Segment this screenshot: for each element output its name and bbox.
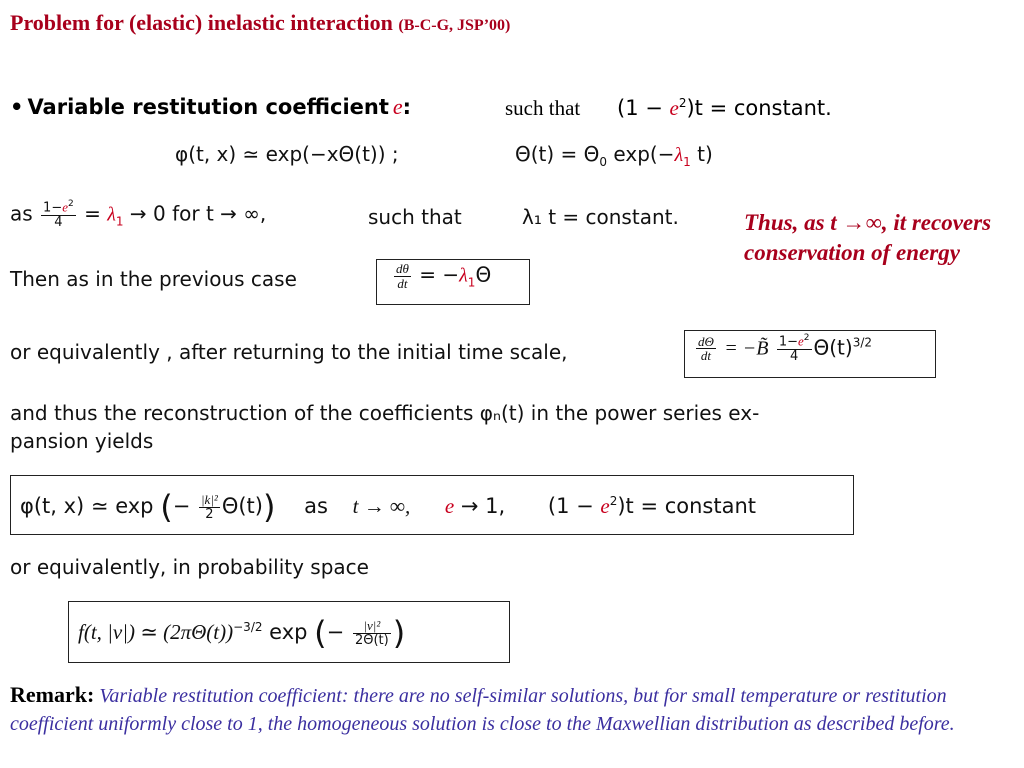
as-lambda-sub: 1 [115, 214, 124, 229]
then-lambda-sub: 1 [467, 275, 476, 290]
as-fraction: $\frac{1-e^2}{4}$ [43, 199, 74, 230]
remark [10, 681, 1022, 738]
bullet-line [10, 94, 411, 120]
prob-frac-num: |v|² [353, 619, 391, 634]
asymptotic-equation: φ(t, x) ≃ exp (− $\frac{\text{|k|²}}{2}$ Θ(t)) as t → ∞, e → 1, $(1 - e^2)t$ = constant [20, 488, 757, 526]
asym-lhs: φ(t, x) ≃ exp [20, 494, 154, 518]
asym-cond-prefix: (1 − [547, 494, 601, 518]
then-fraction [394, 262, 411, 290]
remark-label: Remark: [10, 682, 95, 707]
then-text: Then as in the previous case [10, 267, 297, 291]
reconstruction-paragraph [10, 399, 759, 455]
theta-equation [515, 142, 713, 169]
prob-lhs: f(t, |v|) ≃ (2πΘ(t)) [78, 620, 234, 644]
as-limit: → 0 for t → ∞, [123, 201, 267, 226]
equiv-f2-den: 4 [790, 348, 799, 364]
slide-title [10, 10, 510, 36]
then-frac-num: dθ [396, 261, 409, 276]
phi-equation: φ(t, x) ≃ exp(−xΘ(t)) ; [175, 142, 399, 166]
prob-exp: −3/2 [233, 620, 263, 634]
asym-limit: t → ∞, [352, 494, 411, 518]
theta-lambda: λ [674, 144, 684, 166]
bullet-symbol: • [10, 95, 24, 119]
then-rhs-prefix: = − [419, 262, 460, 287]
as-such-that: such that [368, 205, 462, 229]
asym-frac-den: 2 [205, 506, 214, 522]
as-equals: = [84, 201, 108, 226]
side-note-line1: Thus, as t →∞, it recovers [744, 210, 992, 235]
condition-var: e [669, 96, 679, 120]
prob-fraction [353, 619, 391, 647]
then-rhs-suffix: Θ [475, 262, 492, 287]
as-lambda: λ [107, 203, 116, 226]
asym-e-limit: → 1, [454, 494, 506, 518]
equiv-f2-var: e [798, 333, 804, 349]
theta-prefix: Θ(t) = Θ [515, 142, 600, 166]
lambda-constant: λ₁ t = constant. [522, 205, 679, 229]
remark-body: Variable restitution coefficient: there are no self-similar solutions, but for small temperature or restitution coefficient uniformly close to 1, the homogeneous solution is close to the Maxwellian distribution as described before. [10, 685, 955, 735]
condition-suffix: )t = constant. [686, 96, 832, 120]
as-frac-den: 4 [54, 214, 63, 230]
bullet-variable: e [392, 94, 403, 119]
equiv-fraction [696, 335, 716, 363]
asym-theta: Θ(t) [221, 494, 263, 518]
equiv-f2-num: 1− [778, 334, 798, 350]
restitution-condition: $(1 - e^2)t$ = constant. [617, 96, 832, 120]
asym-cond-suffix: )t = constant [617, 494, 757, 518]
bullet-label: Variable restitution coefficient [27, 95, 389, 119]
reconstruction-line2: pansion yields [10, 429, 154, 453]
theta-sub: 0 [599, 155, 608, 169]
equiv-tail-exp: 3/2 [852, 335, 873, 350]
as-line [10, 200, 266, 230]
then-frac-den: dt [397, 275, 408, 291]
such-that-label: such that [505, 96, 581, 120]
prob-frac-den: 2Θ(t) [354, 632, 389, 648]
condition-prefix: (1 − [617, 96, 670, 120]
asym-paren-close: ) [262, 488, 276, 526]
then-equation [392, 262, 491, 290]
side-note-line2: conservation of energy [744, 240, 960, 265]
equiv-text: or equivalently , after returning to the initial time scale, [10, 340, 568, 364]
asym-e: e [444, 494, 455, 518]
theta-suffix: t) [690, 142, 713, 166]
asym-minus: − [172, 494, 191, 518]
prob-minus: − [326, 620, 345, 644]
as-word: as [10, 201, 33, 226]
prob-paren-open: ( [314, 614, 327, 652]
probability-text: or equivalently, in probability space [10, 555, 369, 579]
then-lambda: λ [459, 264, 468, 287]
title-reference: (B-C-G, JSP’00) [398, 17, 511, 34]
asym-cond-var: e [600, 494, 610, 518]
as-frac-num: 1− [43, 200, 63, 216]
as-frac-var: e [62, 199, 68, 215]
equiv-frac-den: dt [700, 348, 711, 364]
equiv-frac-num: dΘ [698, 333, 714, 349]
asym-fraction [199, 493, 220, 521]
asym-as: as [304, 494, 328, 518]
reconstruction-line1: and thus the reconstruction of the coefficients φₙ(t) in the power series ex- [10, 401, 760, 425]
side-note [744, 208, 991, 268]
equiv-tail: Θ(t) [813, 335, 853, 360]
theta-mid: exp(− [607, 142, 675, 166]
equiv-fraction-2: $\frac{1-e^2}{4}$ [778, 333, 810, 364]
bullet-colon: : [402, 95, 412, 119]
asym-frac-num: |k|² [200, 491, 218, 507]
prob-paren-close: ) [392, 614, 406, 652]
probability-equation [78, 614, 405, 652]
equiv-rhs: = −B̃ [724, 337, 769, 360]
title-main: Problem for (elastic) inelastic interaction [10, 10, 393, 35]
asym-paren-open: ( [160, 488, 173, 526]
equiv-equation [694, 334, 872, 364]
prob-mid: exp [262, 620, 308, 644]
theta-lambda-sub: 1 [683, 155, 691, 169]
